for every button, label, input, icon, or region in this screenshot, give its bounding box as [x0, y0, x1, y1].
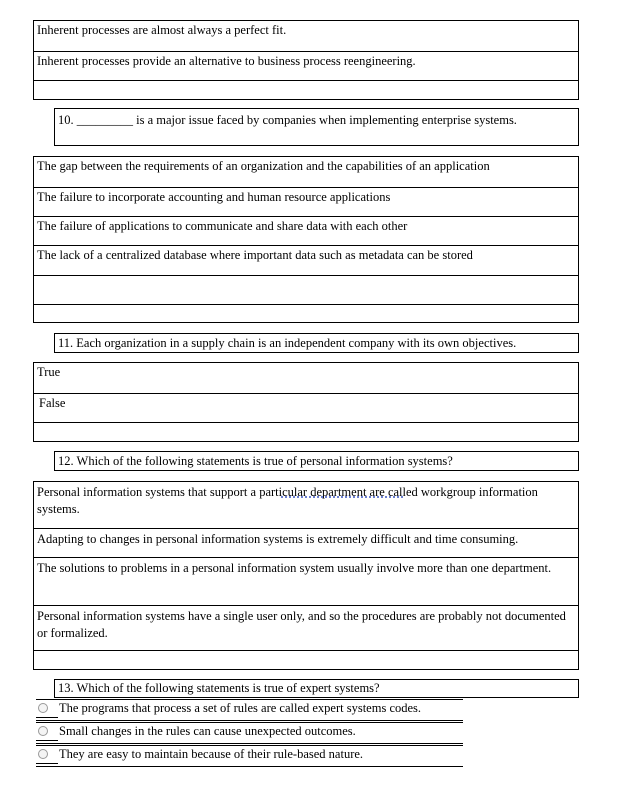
q13-option[interactable]	[36, 700, 463, 721]
divider	[36, 720, 463, 721]
q13-option[interactable]	[36, 746, 463, 767]
q10-option-text: The lack of a centralized database where important data such as metadata can be stored	[37, 248, 473, 262]
answer-blank	[36, 717, 58, 718]
q9-option[interactable]	[34, 21, 578, 51]
q10-option[interactable]	[34, 216, 578, 245]
q11-empty-row	[34, 422, 578, 442]
radio-button[interactable]	[38, 749, 48, 759]
q12-empty-row	[34, 650, 578, 670]
q12-option-text: The solutions to problems in a personal information system usually involve more than one department.	[37, 561, 552, 575]
q10-option[interactable]	[34, 187, 578, 216]
q9-option[interactable]	[34, 51, 578, 80]
q13-option[interactable]	[36, 723, 463, 744]
q13-question	[54, 679, 579, 698]
q10-empty-row	[34, 275, 578, 304]
q10-options-table	[33, 156, 579, 323]
q10-option[interactable]	[34, 245, 578, 275]
divider	[36, 743, 463, 744]
q11-question-text: 11. Each organization in a supply chain is an independent company with its own objectives.	[58, 336, 517, 350]
q10-option-text: The failure to incorporate accounting and human resource applications	[37, 190, 391, 204]
q12-option[interactable]	[34, 482, 578, 528]
q12-question-text: 12. Which of the following statements is true of personal information systems?	[58, 454, 453, 468]
q11-options-table	[33, 362, 579, 442]
q12-options-table	[33, 481, 579, 670]
q10-question-text: 10. _________ is a major issue faced by companies when implementing enterprise systems.	[58, 113, 517, 127]
q9-empty-row	[34, 80, 578, 100]
q10-question	[54, 108, 579, 146]
answer-blank	[36, 740, 58, 741]
q13-question-text: 13. Which of the following statements is true of expert systems?	[58, 681, 380, 695]
q12-option[interactable]	[34, 528, 578, 557]
q12-option[interactable]	[34, 557, 578, 605]
q11-option-text: False	[39, 396, 66, 410]
q10-empty-row	[34, 304, 578, 323]
q11-option-text: True	[37, 365, 61, 379]
radio-button[interactable]	[38, 703, 48, 713]
q10-option-text: The gap between the requirements of an organization and the capabilities of an application	[37, 159, 490, 173]
spellcheck-squiggle	[281, 496, 403, 498]
q13-option-text: They are easy to maintain because of their rule-based nature.	[59, 747, 364, 761]
q12-option-text: Personal information systems have a single user only, and so the procedures are probably not documented or formalized.	[37, 609, 566, 640]
q11-option-false[interactable]	[34, 393, 578, 422]
q13-option-text: The programs that process a set of rules are called expert systems codes.	[59, 701, 422, 715]
q10-option[interactable]	[34, 157, 578, 187]
q11-option-true[interactable]	[34, 363, 578, 393]
q12-option[interactable]	[34, 605, 578, 650]
q10-option-text: The failure of applications to communicate and share data with each other	[37, 219, 408, 233]
answer-blank	[36, 763, 58, 764]
q13-option-text: Small changes in the rules can cause unexpected outcomes.	[59, 724, 356, 738]
q11-question	[54, 333, 579, 353]
q12-option-text: Personal information systems that support a particular department are called workgroup information systems.	[37, 485, 538, 516]
divider	[36, 766, 463, 767]
q12-question	[54, 451, 579, 471]
q9-option-text: Inherent processes are almost always a perfect fit.	[37, 23, 287, 37]
q12-option-text: Adapting to changes in personal information systems is extremely difficult and time consuming.	[37, 532, 519, 546]
radio-button[interactable]	[38, 726, 48, 736]
q9-options-table	[33, 20, 579, 100]
q9-option-text: Inherent processes provide an alternative to business process reengineering.	[37, 54, 416, 68]
